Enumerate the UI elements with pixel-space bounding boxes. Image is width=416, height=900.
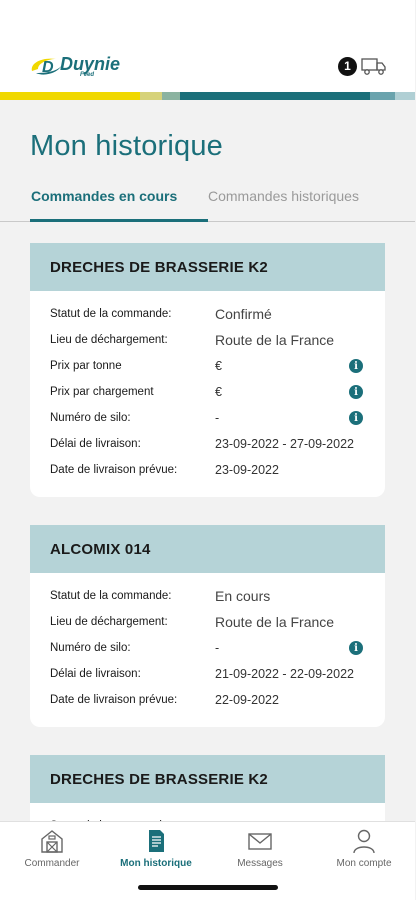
order-detail-row bbox=[50, 431, 365, 457]
order-card[interactable] bbox=[30, 525, 385, 727]
detail-label: Statut de la commande: bbox=[50, 590, 172, 602]
cart-button[interactable] bbox=[338, 56, 387, 76]
detail-value: Route de la France bbox=[215, 332, 335, 348]
detail-value: € bbox=[215, 359, 222, 373]
tab-current-orders[interactable]: Commandes en cours bbox=[31, 188, 178, 204]
stripe-segment bbox=[180, 92, 370, 100]
order-product-name: ALCOMIX 014 bbox=[30, 525, 385, 573]
order-product-name: DRECHES DE BRASSERIE K2 bbox=[30, 755, 385, 803]
nav-item-compte[interactable] bbox=[312, 828, 416, 869]
barn-icon bbox=[39, 828, 65, 854]
stripe-segment bbox=[162, 92, 180, 100]
info-icon[interactable]: i bbox=[349, 359, 363, 373]
detail-value: - bbox=[215, 641, 220, 655]
order-tabs bbox=[0, 182, 415, 222]
detail-label: Numéro de silo: bbox=[50, 412, 131, 424]
stripe-segment bbox=[0, 92, 140, 100]
detail-value: Confirmé bbox=[215, 306, 272, 322]
duynie-logo[interactable] bbox=[28, 52, 120, 80]
detail-value: 22-09-2022 bbox=[215, 693, 279, 707]
detail-label: Numéro de silo: bbox=[50, 642, 131, 654]
document-icon bbox=[143, 828, 169, 854]
detail-label: Date de livraison prévue: bbox=[50, 694, 178, 706]
detail-value: Route de la France bbox=[215, 614, 335, 630]
order-detail-row bbox=[50, 327, 365, 353]
stripe-segment bbox=[140, 92, 162, 100]
person-icon bbox=[351, 828, 377, 854]
order-detail-row bbox=[50, 353, 365, 379]
stripe-segment bbox=[370, 92, 395, 100]
truck-icon bbox=[361, 56, 387, 76]
nav-label-messages: Messages bbox=[237, 858, 283, 869]
detail-label: Statut de la commande: bbox=[50, 308, 172, 320]
detail-label: Date de livraison prévue: bbox=[50, 464, 178, 476]
detail-value: 21-09-2022 - 22-09-2022 bbox=[215, 667, 354, 681]
active-tab-indicator bbox=[30, 219, 208, 222]
info-icon[interactable]: i bbox=[349, 411, 363, 425]
order-detail-row bbox=[50, 405, 365, 431]
nav-label-historique: Mon historique bbox=[120, 858, 192, 869]
order-detail-row bbox=[50, 635, 365, 661]
nav-label-compte: Mon compte bbox=[336, 858, 392, 869]
nav-item-historique[interactable] bbox=[104, 828, 208, 869]
svg-text:D: D bbox=[42, 59, 54, 76]
page-title: Mon historique bbox=[30, 130, 224, 162]
detail-label: Prix par chargement bbox=[50, 386, 154, 398]
brand-name: Duynie bbox=[60, 53, 121, 74]
order-product-name: DRECHES DE BRASSERIE K2 bbox=[30, 243, 385, 291]
cart-count-badge: 1 bbox=[338, 57, 357, 76]
detail-value: - bbox=[215, 411, 220, 425]
info-icon[interactable]: i bbox=[349, 641, 363, 655]
orders-list[interactable] bbox=[0, 223, 415, 821]
brand-sub: Feed bbox=[80, 72, 95, 78]
detail-label: Délai de livraison: bbox=[50, 438, 141, 450]
nav-label-commander: Commander bbox=[24, 858, 80, 869]
tab-history-orders[interactable]: Commandes historiques bbox=[208, 188, 359, 204]
order-detail-row bbox=[50, 661, 365, 687]
order-detail-row bbox=[50, 379, 365, 405]
app-header bbox=[0, 0, 415, 92]
detail-value: 23-09-2022 - 27-09-2022 bbox=[215, 437, 354, 451]
order-details bbox=[30, 291, 385, 483]
detail-label: Lieu de déchargement: bbox=[50, 616, 168, 628]
detail-label: Prix par tonne bbox=[50, 360, 122, 372]
detail-label: Délai de livraison: bbox=[50, 668, 141, 680]
order-detail-row bbox=[50, 583, 365, 609]
stripe-segment bbox=[395, 92, 415, 100]
envelope-icon bbox=[247, 828, 273, 854]
nav-item-messages[interactable] bbox=[208, 828, 312, 869]
nav-item-commander[interactable] bbox=[0, 828, 104, 869]
order-detail-row bbox=[50, 609, 365, 635]
order-detail-row bbox=[50, 301, 365, 327]
order-card[interactable] bbox=[30, 243, 385, 497]
detail-value: 23-09-2022 bbox=[215, 463, 279, 477]
brand-color-stripe bbox=[0, 92, 415, 100]
detail-value: En cours bbox=[215, 588, 271, 604]
order-details bbox=[30, 573, 385, 713]
detail-value: € bbox=[215, 385, 222, 399]
order-detail-row bbox=[50, 457, 365, 483]
order-detail-row bbox=[50, 687, 365, 713]
detail-label: Lieu de déchargement: bbox=[50, 334, 168, 346]
info-icon[interactable]: i bbox=[349, 385, 363, 399]
logo-swoosh-icon bbox=[28, 53, 64, 79]
home-indicator[interactable] bbox=[138, 885, 278, 890]
